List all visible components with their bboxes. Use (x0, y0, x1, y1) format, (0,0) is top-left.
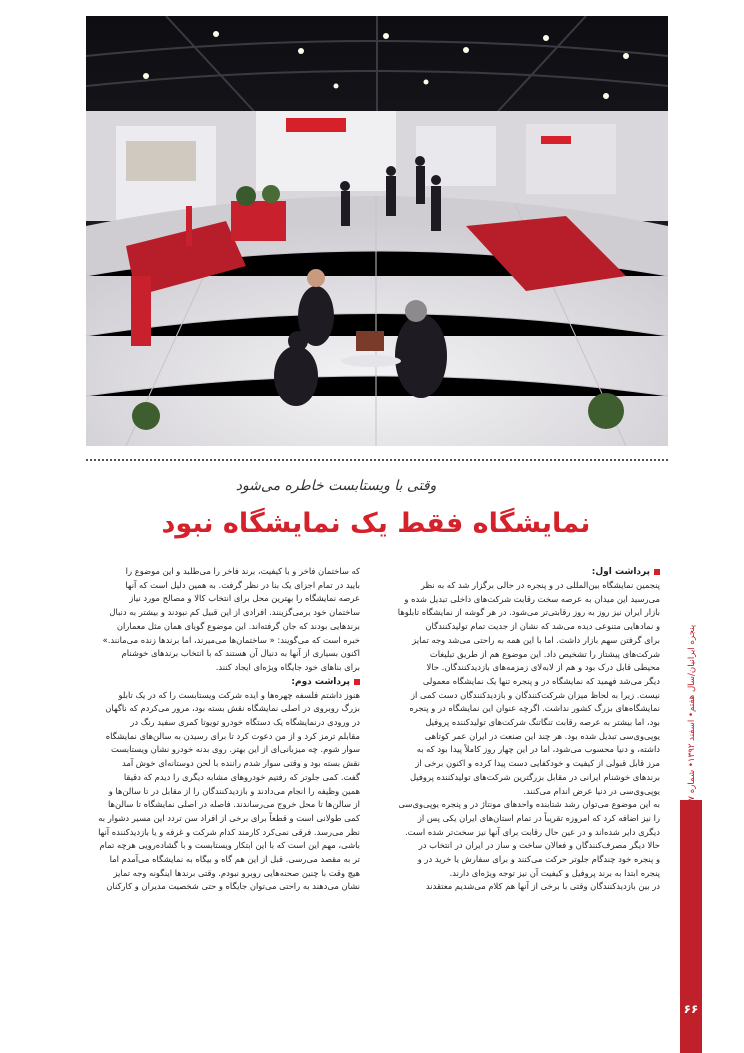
line: مقابلم ترمز کرد و از من دعوت کرد تا برای رسیدن به سالن‌های نمایشگاه (105, 730, 360, 741)
dotted-divider (86, 459, 668, 461)
line: را نیز اضافه کرد که امروزه تقریباً در تمام استان‌های ایران یکی پس از (417, 812, 660, 823)
line: داشته، و دنیا محسوب می‌شود، اما در این چهار روز کاملاً پیدا بود که به (416, 744, 660, 755)
section-heading-label: پرداشت اول: (591, 567, 650, 577)
line: یوپی‌وی‌سی در دنیا عرض اندام می‌کنند. (523, 785, 660, 796)
red-square-bullet-icon (654, 569, 660, 575)
line: نشان می‌دهند به راحتی می‌توان جایگاه و حتی شخصیت مدیران و کارکنان (106, 881, 360, 892)
line: هنوز داشتم فلسفه چهره‌ها و ایده شرکت ویستابست را که در یک تابلو (118, 689, 360, 700)
line: برای گرفتن سهم بازار داشت. اما با این همه به راحتی می‌شد وجه تمایز (412, 634, 660, 645)
line: از سالن‌ها تا محل خروج می‌رساندند. فاصله در اصلی نمایشگاه تا سالن‌ها (107, 799, 360, 810)
line: خبره است که می‌گویند: « ساختمان‌ها می‌میرند، اما برندها زنده می‌مانند.» (102, 634, 360, 645)
section-heading-first (386, 565, 660, 579)
line: بایید در تمام اجزای یک بنا در نظر گرفت. به همین دلیل است که آنها (125, 579, 360, 590)
line: هیچ وقت با چنین صحنه‌هایی روبرو نبودم. وقتی برندها اینگونه وجه تمایز (113, 867, 360, 878)
line: برندهایی بودند که جان گرفته‌اند. این موضوع گویای همان مثل معماران (116, 620, 360, 631)
line: همین وظیفه را انجام می‌دادند و بازدیدکنندگان را از مقابل در تا سالن‌ها و (108, 785, 360, 796)
line: ساختمان خود برمی‌گزینند. افرادی از این قبیل کم نبودند و بیشتر به دنبال (109, 607, 360, 618)
line: مرز قابل قبولی از کیفیت و خودکفایی دست پیدا کرده و اکنون برخی از (415, 758, 660, 769)
section-heading-second (86, 675, 360, 689)
line: پنجره ابتدا به برند پروفیل و کیفیت آن نیز توجه ویژه‌ای دارند. (449, 867, 660, 878)
line: دیگری دایر شده‌اند و در عین حال رقابت برای آنها نیز سخت‌تر شده است. (404, 826, 660, 837)
line: و پنجره خود چندگام جلوتر حرکت می‌کنند و برای سفارش یا خرید در و (417, 854, 660, 865)
line: شرکت‌های پیشتاز را تشخیص داد. این موضوع هم از طریق تبلیغات (429, 648, 660, 659)
line: کمی طولانی است و قطعاً برای برخی از افراد سن تردد این مسیر دشوار به (98, 812, 360, 823)
page-number: ۶۶ (683, 1002, 699, 1016)
section-heading-label: پرداشت دوم: (291, 676, 350, 687)
line: باشی، مهم این است که با این ابتکار ویستابست و با گشاده‌رویی هرچه تمام (99, 840, 360, 851)
line: در بین بازدیدکنندگان وقتی با برخی از آنها هم کلام می‌شدیم معتقدند (425, 881, 660, 892)
line: حالا دیگر مصرف‌کنندگان و فعالان ساخت و ساز در ایران در انتخاب در (418, 840, 660, 851)
exhibition-photo (86, 16, 668, 446)
right-column (386, 565, 660, 894)
line: نظر می‌رسد. فرقی نمی‌کرد کارمند کدام شرکت و غرفه و یا بازدیدکننده آنها (98, 826, 360, 837)
line: بزرگ روبروی در اصلی نمایشگاه نقش بسته بود، مرور می‌کردم که ناگهان (105, 703, 360, 714)
line: برای بناهای خود جایگاه ویژه‌ای ایجاد کنند. (215, 661, 360, 672)
line: در ورودی درنمایشگاه یک دستگاه خودرو تویوتا کمری سفید رنگ در (130, 717, 360, 728)
line: پنجمین نمایشگاه بین‌المللی در و پنجره در حالی برگزار شد که به نظر (420, 580, 660, 590)
left-column (86, 565, 360, 894)
line: نمایشگاه‌های بزرگ کشور نداشت. اگرچه عنوان این نمایشگاه در و پنجره (409, 703, 660, 714)
line: برندهای خوشنام ایرانی در مقابل بزرگترین شرکت‌های تولیدکننده پروفیل (410, 771, 660, 782)
line: گفت. کمی جلوتر که رفتیم خودروهای مشابه دیگری را دیدم که دقیقا (123, 771, 360, 782)
exhibition-photo-illustration (86, 16, 668, 446)
line: به این موضوع می‌توان رشد شتابنده واحدهای مونتاژ در و پنجره یوپی‌وی‌سی (398, 799, 660, 810)
line: دیگر می‌شد فهمید که نمایشگاه در و پنجره تنها یک نمایشگاه معمولی (422, 675, 660, 686)
line: عرصه نمایشگاه را بهترین محل برای انتخاب کالا و مصالح مورد نیاز (129, 593, 360, 604)
magazine-issue-label (686, 620, 698, 810)
line: نقش بسته بود و وقتی سوار شدم راننده با لحن دوستانه‌ای خوش آمد (121, 758, 360, 769)
magazine-issue-text: پنجره ایرانیان/سال هفتم• اسفند ۱۳۹۲• شماره (687, 624, 697, 794)
article-title: نمایشگاه فقط یک نمایشگاه نبود (161, 508, 591, 539)
red-square-bullet-icon (354, 679, 360, 685)
article-subtitle: وقتی با ویستابست خاطره می‌شود (235, 478, 437, 494)
line: می‌رسید این میدان به عرصه سخت رقابت شرکت‌های داخلی تبدیل شده و (404, 593, 660, 604)
line: اکنون بسیاری از آنها به دنبال آن هستند که با انتخاب برندهای خوشنام (121, 648, 360, 659)
line: و نمادهایی متنوعی دیده می‌شد که نشان از جدیت تمام تولیدکنندگان (425, 621, 660, 632)
line: محیطی قابل درک بود و هم از لابه‌لای زمزمه‌های بازدیدکنندگان. حالا (426, 662, 660, 673)
line: که ساختمان فاخر و با کیفیت، برند فاخر را می‌طلبد و این موضوع را (125, 566, 360, 576)
line: بود، اما بیشتر به عرصه رقابت تنگاتنگ شرکت‌های تولیدکننده پروفیل (425, 717, 660, 728)
line: یوپی‌وی‌سی تبدیل شده بود. هر چند این صنعت در ایران عمر کوتاهی (424, 730, 660, 741)
line: تر به مقصد می‌رسی. قبل از این هم گاه و بیگاه به نمایشگاه می‌آمدم اما (109, 854, 360, 865)
line: نیست. زیرا به لحاظ میزان شرکت‌کنندگان و بازدیدکنندگان دست کمی از (410, 689, 660, 700)
line: سوار شوم. چه میزبانی‌ای از این بهتر. روی بدنه خودرو نشان ویستابست (111, 744, 360, 755)
line: بازار ایران نیز روز به روز رقابتی‌تر می‌شود. در هر گوشه از نمایشگاه تابلوها (397, 607, 660, 618)
